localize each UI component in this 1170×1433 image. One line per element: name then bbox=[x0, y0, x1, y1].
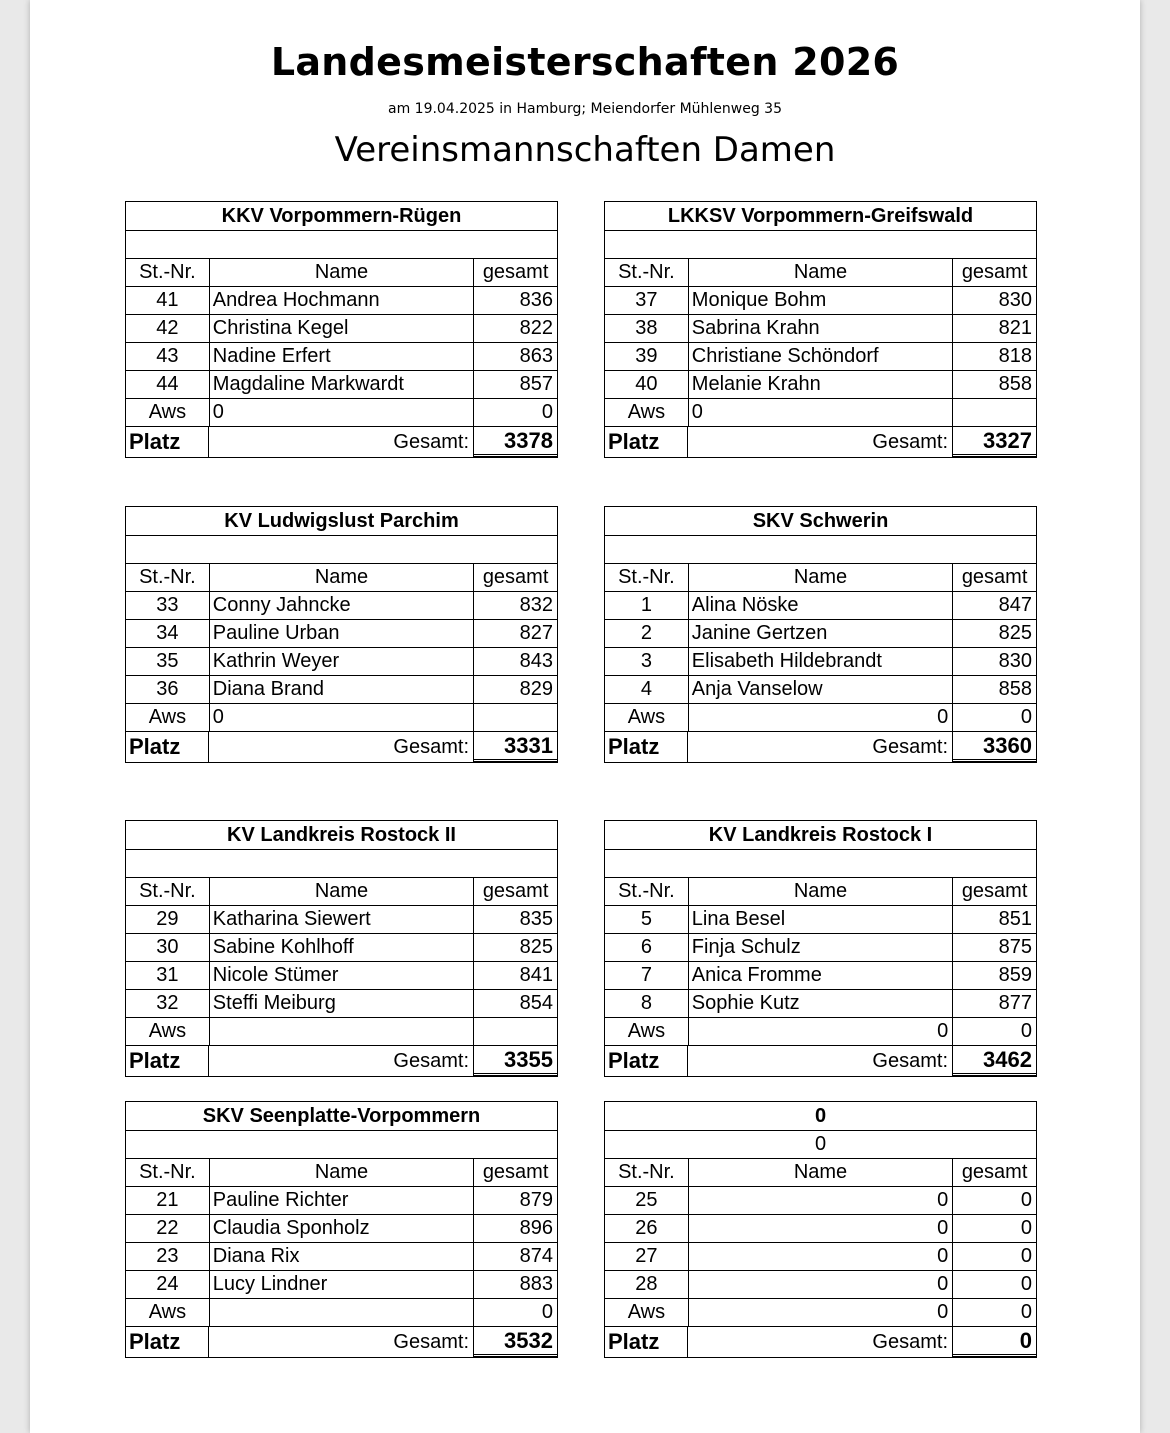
column-header-name: Name bbox=[689, 1159, 953, 1186]
player-row bbox=[126, 370, 557, 398]
player-name: 0 bbox=[689, 1187, 953, 1214]
platz-label: Platz bbox=[605, 427, 688, 457]
team-total-score: 3360 bbox=[953, 732, 1036, 762]
player-score: 858 bbox=[998, 373, 1032, 395]
platz-label: Platz bbox=[605, 732, 688, 762]
player-score: 874 bbox=[519, 1245, 553, 1267]
platz-label: Platz bbox=[126, 427, 209, 457]
player-name: Christiane Schöndorf bbox=[689, 343, 953, 370]
player-start-number: 7 bbox=[605, 962, 689, 989]
aws-row bbox=[126, 1298, 557, 1326]
gesamt-label: Gesamt: bbox=[688, 1327, 953, 1357]
player-start-number: 23 bbox=[126, 1243, 210, 1270]
column-header-gesamt: gesamt bbox=[482, 1161, 549, 1183]
column-header-st-nr: St.-Nr. bbox=[605, 878, 689, 905]
player-start-number: 43 bbox=[126, 343, 210, 370]
aws-value: 0 bbox=[689, 704, 953, 731]
table-header-row bbox=[605, 258, 1036, 286]
player-start-number: 35 bbox=[126, 648, 210, 675]
column-header-gesamt: gesamt bbox=[482, 261, 549, 283]
aws-row bbox=[126, 398, 557, 426]
player-score: 0 bbox=[1020, 1217, 1032, 1239]
team-total-score: 0 bbox=[953, 1327, 1036, 1357]
player-row bbox=[605, 342, 1036, 370]
aws-label: Aws bbox=[126, 399, 210, 426]
team-subline bbox=[126, 230, 557, 258]
table-header-row bbox=[126, 1158, 557, 1186]
player-name: Nadine Erfert bbox=[210, 343, 474, 370]
player-row bbox=[605, 647, 1036, 675]
team-table bbox=[604, 1101, 1037, 1358]
team-subline bbox=[126, 849, 557, 877]
player-score: 879 bbox=[519, 1189, 553, 1211]
gesamt-label: Gesamt: bbox=[688, 732, 953, 762]
player-start-number: 32 bbox=[126, 990, 210, 1017]
aws-score: 0 bbox=[541, 401, 553, 423]
team-name: KKV Vorpommern-Rügen bbox=[221, 204, 462, 227]
column-header-st-nr: St.-Nr. bbox=[126, 564, 210, 591]
player-start-number: 8 bbox=[605, 990, 689, 1017]
gesamt-label: Gesamt: bbox=[688, 1046, 953, 1076]
player-name: Conny Jahncke bbox=[210, 592, 474, 619]
player-score: 854 bbox=[519, 992, 553, 1014]
team-name: KV Landkreis Rostock I bbox=[708, 823, 933, 846]
player-row bbox=[126, 647, 557, 675]
aws-row bbox=[605, 1017, 1036, 1045]
player-name: Anica Fromme bbox=[689, 962, 953, 989]
player-row bbox=[126, 1186, 557, 1214]
team-table bbox=[125, 1101, 558, 1358]
player-name: Alina Nöske bbox=[689, 592, 953, 619]
team-name: 0 bbox=[814, 1104, 827, 1127]
column-header-gesamt: gesamt bbox=[961, 566, 1028, 588]
gesamt-label: Gesamt: bbox=[209, 427, 474, 457]
aws-label: Aws bbox=[126, 1018, 210, 1045]
player-row bbox=[605, 989, 1036, 1017]
player-score: 877 bbox=[998, 992, 1032, 1014]
aws-value: 0 bbox=[210, 704, 474, 731]
team-subline bbox=[126, 1130, 557, 1158]
platz-label: Platz bbox=[126, 1327, 209, 1357]
player-row bbox=[605, 619, 1036, 647]
player-name: 0 bbox=[689, 1215, 953, 1242]
player-start-number: 1 bbox=[605, 592, 689, 619]
table-header-row bbox=[605, 563, 1036, 591]
player-start-number: 39 bbox=[605, 343, 689, 370]
player-score: 827 bbox=[519, 622, 553, 644]
player-start-number: 33 bbox=[126, 592, 210, 619]
column-header-name: Name bbox=[210, 878, 474, 905]
player-start-number: 42 bbox=[126, 315, 210, 342]
total-row bbox=[605, 1326, 1036, 1357]
player-score: 858 bbox=[998, 678, 1032, 700]
player-start-number: 29 bbox=[126, 906, 210, 933]
aws-score bbox=[474, 1018, 557, 1045]
player-score: 851 bbox=[998, 908, 1032, 930]
player-score: 875 bbox=[998, 936, 1032, 958]
player-row bbox=[605, 314, 1036, 342]
player-start-number: 44 bbox=[126, 371, 210, 398]
team-name: KV Landkreis Rostock II bbox=[227, 823, 456, 846]
team-total-score: 3462 bbox=[953, 1046, 1036, 1076]
player-start-number: 4 bbox=[605, 676, 689, 703]
gesamt-label: Gesamt: bbox=[209, 732, 474, 762]
team-table bbox=[604, 506, 1037, 763]
player-start-number: 22 bbox=[126, 1215, 210, 1242]
aws-row bbox=[605, 398, 1036, 426]
player-row bbox=[605, 675, 1036, 703]
player-score: 832 bbox=[519, 594, 553, 616]
player-score: 830 bbox=[998, 289, 1032, 311]
player-row bbox=[605, 1242, 1036, 1270]
player-name: Claudia Sponholz bbox=[210, 1215, 474, 1242]
player-row bbox=[126, 591, 557, 619]
table-header-row bbox=[126, 258, 557, 286]
player-score: 829 bbox=[519, 678, 553, 700]
aws-value bbox=[210, 1299, 474, 1326]
player-start-number: 28 bbox=[605, 1271, 689, 1298]
player-start-number: 27 bbox=[605, 1243, 689, 1270]
player-row bbox=[605, 1214, 1036, 1242]
player-name: 0 bbox=[689, 1243, 953, 1270]
platz-label: Platz bbox=[126, 732, 209, 762]
gesamt-label: Gesamt: bbox=[209, 1327, 474, 1357]
player-start-number: 30 bbox=[126, 934, 210, 961]
column-header-st-nr: St.-Nr. bbox=[605, 1159, 689, 1186]
table-header-row bbox=[126, 563, 557, 591]
team-subline bbox=[126, 535, 557, 563]
aws-row bbox=[605, 703, 1036, 731]
team-name: SKV Schwerin bbox=[752, 509, 889, 532]
team-total-score: 3378 bbox=[474, 427, 557, 457]
player-row bbox=[126, 314, 557, 342]
player-score: 843 bbox=[519, 650, 553, 672]
player-row bbox=[605, 591, 1036, 619]
player-start-number: 21 bbox=[126, 1187, 210, 1214]
total-row bbox=[605, 731, 1036, 762]
player-row bbox=[126, 619, 557, 647]
column-header-gesamt: gesamt bbox=[961, 880, 1028, 902]
column-header-st-nr: St.-Nr. bbox=[126, 878, 210, 905]
aws-value: 0 bbox=[689, 1299, 953, 1326]
team-table bbox=[604, 820, 1037, 1077]
total-row bbox=[605, 1045, 1036, 1076]
aws-value: 0 bbox=[210, 399, 474, 426]
player-row bbox=[126, 933, 557, 961]
player-start-number: 31 bbox=[126, 962, 210, 989]
player-start-number: 6 bbox=[605, 934, 689, 961]
player-name: Melanie Krahn bbox=[689, 371, 953, 398]
table-header-row bbox=[126, 877, 557, 905]
player-start-number: 38 bbox=[605, 315, 689, 342]
player-score: 0 bbox=[1020, 1245, 1032, 1267]
player-name: 0 bbox=[689, 1271, 953, 1298]
platz-label: Platz bbox=[605, 1046, 688, 1076]
column-header-gesamt: gesamt bbox=[961, 261, 1028, 283]
team-subline bbox=[605, 230, 1036, 258]
platz-label: Platz bbox=[126, 1046, 209, 1076]
player-score: 857 bbox=[519, 373, 553, 395]
team-subline bbox=[605, 535, 1036, 563]
player-name: Steffi Meiburg bbox=[210, 990, 474, 1017]
aws-score bbox=[953, 399, 1036, 426]
aws-score: 0 bbox=[1020, 1020, 1032, 1042]
player-start-number: 36 bbox=[126, 676, 210, 703]
player-start-number: 5 bbox=[605, 906, 689, 933]
aws-score bbox=[474, 704, 557, 731]
platz-label: Platz bbox=[605, 1327, 688, 1357]
player-score: 822 bbox=[519, 317, 553, 339]
player-name: Monique Bohm bbox=[689, 287, 953, 314]
aws-score: 0 bbox=[1020, 1301, 1032, 1323]
aws-score: 0 bbox=[541, 1301, 553, 1323]
player-name: Diana Brand bbox=[210, 676, 474, 703]
aws-label: Aws bbox=[605, 1018, 689, 1045]
player-score: 818 bbox=[998, 345, 1032, 367]
player-row bbox=[605, 370, 1036, 398]
column-header-gesamt: gesamt bbox=[482, 880, 549, 902]
player-start-number: 2 bbox=[605, 620, 689, 647]
team-table bbox=[125, 201, 558, 458]
player-row bbox=[605, 933, 1036, 961]
player-score: 859 bbox=[998, 964, 1032, 986]
column-header-gesamt: gesamt bbox=[482, 566, 549, 588]
aws-value: 0 bbox=[689, 399, 953, 426]
player-name: Katharina Siewert bbox=[210, 906, 474, 933]
player-start-number: 37 bbox=[605, 287, 689, 314]
total-row bbox=[126, 731, 557, 762]
aws-label: Aws bbox=[126, 1299, 210, 1326]
player-score: 830 bbox=[998, 650, 1032, 672]
player-name: Janine Gertzen bbox=[689, 620, 953, 647]
team-name: LKKSV Vorpommern-Greifswald bbox=[667, 204, 974, 227]
aws-label: Aws bbox=[605, 704, 689, 731]
player-name: Lina Besel bbox=[689, 906, 953, 933]
player-row bbox=[126, 1270, 557, 1298]
player-row bbox=[126, 675, 557, 703]
team-table bbox=[604, 201, 1037, 458]
team-table bbox=[125, 820, 558, 1077]
player-row bbox=[126, 961, 557, 989]
team-name: SKV Seenplatte-Vorpommern bbox=[202, 1104, 481, 1127]
team-total-score: 3355 bbox=[474, 1046, 557, 1076]
team-subline bbox=[605, 849, 1036, 877]
aws-label: Aws bbox=[605, 399, 689, 426]
player-row bbox=[605, 1186, 1036, 1214]
team-total-score: 3327 bbox=[953, 427, 1036, 457]
player-name: Diana Rix bbox=[210, 1243, 474, 1270]
player-row bbox=[605, 286, 1036, 314]
player-row bbox=[126, 286, 557, 314]
column-header-name: Name bbox=[210, 564, 474, 591]
player-name: Sabrina Krahn bbox=[689, 315, 953, 342]
player-row bbox=[126, 342, 557, 370]
player-name: Christina Kegel bbox=[210, 315, 474, 342]
player-start-number: 24 bbox=[126, 1271, 210, 1298]
player-score: 0 bbox=[1020, 1273, 1032, 1295]
total-row bbox=[126, 1326, 557, 1357]
player-score: 883 bbox=[519, 1273, 553, 1295]
page-title: Landesmeisterschaften 2026 bbox=[270, 40, 900, 84]
player-name: Sabine Kohlhoff bbox=[210, 934, 474, 961]
player-row bbox=[605, 961, 1036, 989]
team-total-score: 3331 bbox=[474, 732, 557, 762]
total-row bbox=[126, 1045, 557, 1076]
player-name: Nicole Stümer bbox=[210, 962, 474, 989]
column-header-st-nr: St.-Nr. bbox=[126, 259, 210, 286]
player-start-number: 26 bbox=[605, 1215, 689, 1242]
column-header-name: Name bbox=[210, 1159, 474, 1186]
player-score: 836 bbox=[519, 289, 553, 311]
player-score: 847 bbox=[998, 594, 1032, 616]
player-start-number: 41 bbox=[126, 287, 210, 314]
player-start-number: 25 bbox=[605, 1187, 689, 1214]
player-name: Lucy Lindner bbox=[210, 1271, 474, 1298]
aws-row bbox=[605, 1298, 1036, 1326]
player-score: 896 bbox=[519, 1217, 553, 1239]
column-header-st-nr: St.-Nr. bbox=[126, 1159, 210, 1186]
player-name: Anja Vanselow bbox=[689, 676, 953, 703]
player-name: Pauline Urban bbox=[210, 620, 474, 647]
player-score: 835 bbox=[519, 908, 553, 930]
player-row bbox=[126, 1214, 557, 1242]
aws-value: 0 bbox=[689, 1018, 953, 1045]
player-row bbox=[126, 905, 557, 933]
player-name: Finja Schulz bbox=[689, 934, 953, 961]
player-row bbox=[605, 905, 1036, 933]
aws-label: Aws bbox=[126, 704, 210, 731]
player-score: 841 bbox=[519, 964, 553, 986]
total-row bbox=[126, 426, 557, 457]
team-subline: 0 bbox=[605, 1130, 1036, 1158]
document-page bbox=[30, 0, 1140, 1433]
player-start-number: 40 bbox=[605, 371, 689, 398]
team-table bbox=[125, 506, 558, 763]
player-row bbox=[605, 1270, 1036, 1298]
column-header-name: Name bbox=[689, 878, 953, 905]
column-header-name: Name bbox=[210, 259, 474, 286]
player-score: 0 bbox=[1020, 1189, 1032, 1211]
section-heading: Vereinsmannschaften Damen bbox=[334, 130, 836, 170]
team-total-score: 3532 bbox=[474, 1327, 557, 1357]
player-name: Magdaline Markwardt bbox=[210, 371, 474, 398]
aws-label: Aws bbox=[605, 1299, 689, 1326]
player-name: Pauline Richter bbox=[210, 1187, 474, 1214]
player-name: Andrea Hochmann bbox=[210, 287, 474, 314]
player-name: Sophie Kutz bbox=[689, 990, 953, 1017]
player-score: 825 bbox=[998, 622, 1032, 644]
player-row bbox=[126, 1242, 557, 1270]
aws-score: 0 bbox=[1020, 706, 1032, 728]
column-header-name: Name bbox=[689, 564, 953, 591]
table-header-row bbox=[605, 877, 1036, 905]
event-subtitle: am 19.04.2025 in Hamburg; Meiendorfer Mühlenweg 35 bbox=[388, 101, 782, 117]
aws-value bbox=[210, 1018, 474, 1045]
column-header-st-nr: St.-Nr. bbox=[605, 564, 689, 591]
table-header-row bbox=[605, 1158, 1036, 1186]
player-start-number: 34 bbox=[126, 620, 210, 647]
column-header-st-nr: St.-Nr. bbox=[605, 259, 689, 286]
player-score: 863 bbox=[519, 345, 553, 367]
total-row bbox=[605, 426, 1036, 457]
gesamt-label: Gesamt: bbox=[688, 427, 953, 457]
team-name: KV Ludwigslust Parchim bbox=[224, 509, 459, 532]
column-header-name: Name bbox=[689, 259, 953, 286]
player-start-number: 3 bbox=[605, 648, 689, 675]
player-name: Elisabeth Hildebrandt bbox=[689, 648, 953, 675]
player-score: 825 bbox=[519, 936, 553, 958]
player-name: Kathrin Weyer bbox=[210, 648, 474, 675]
gesamt-label: Gesamt: bbox=[209, 1046, 474, 1076]
column-header-gesamt: gesamt bbox=[961, 1161, 1028, 1183]
aws-row bbox=[126, 703, 557, 731]
player-row bbox=[126, 989, 557, 1017]
aws-row bbox=[126, 1017, 557, 1045]
player-score: 821 bbox=[998, 317, 1032, 339]
